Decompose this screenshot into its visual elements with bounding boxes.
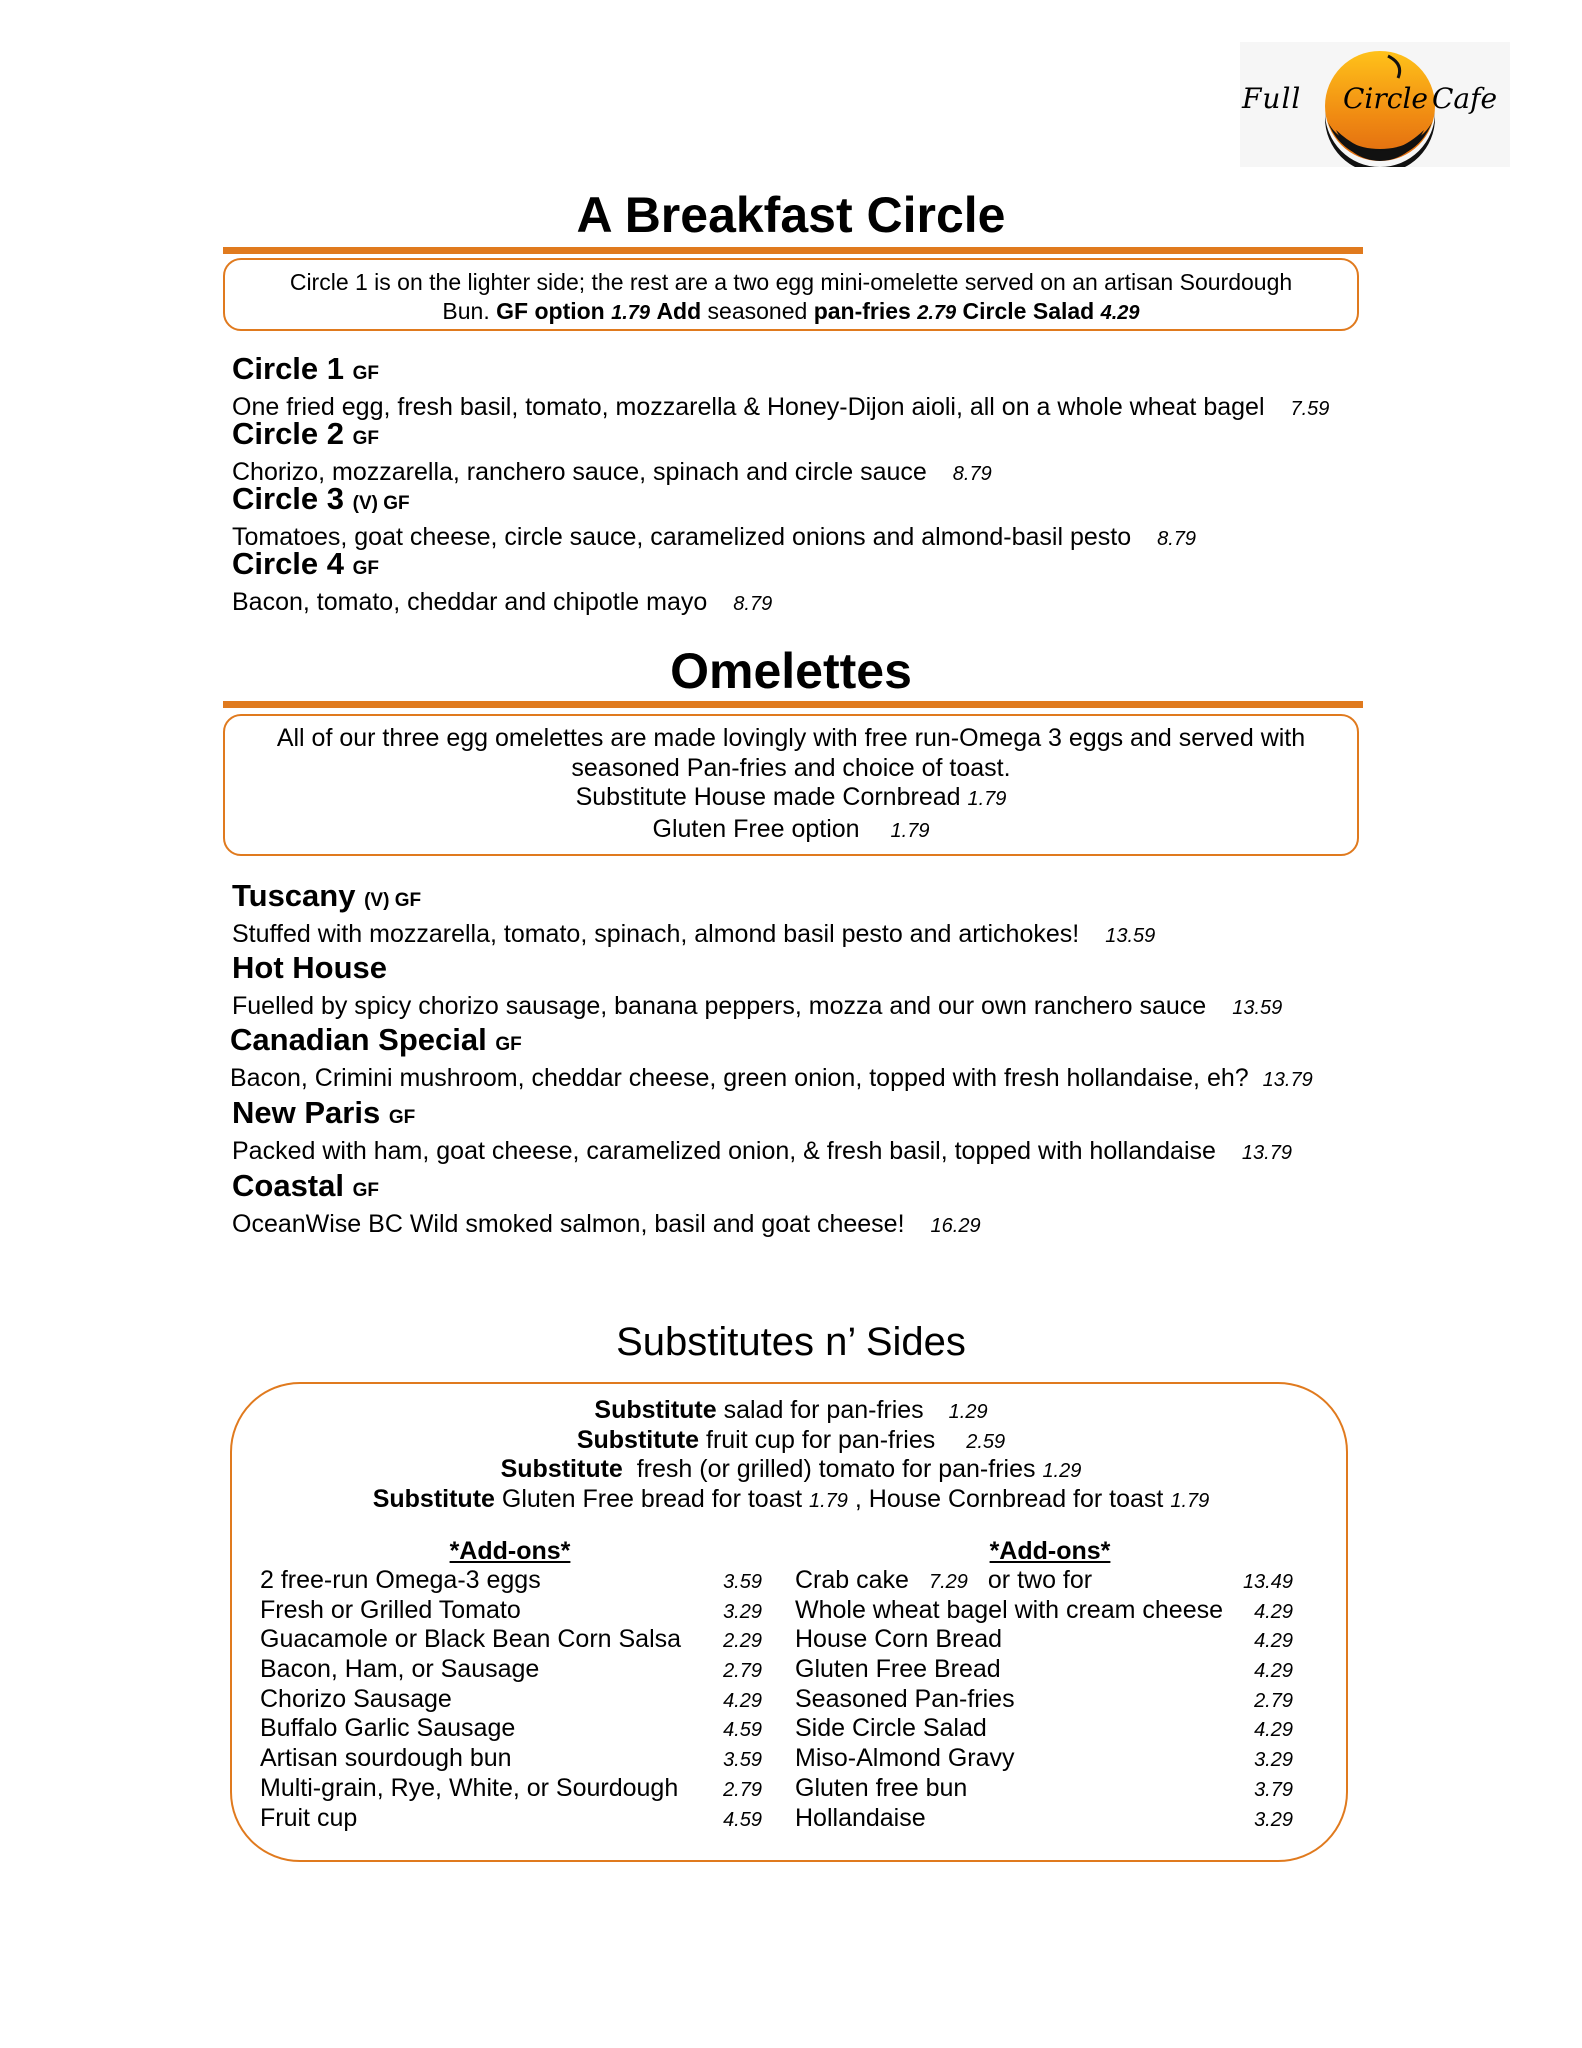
omelettes-intro-box xyxy=(223,714,1359,856)
addon-item: Miso-Almond Gravy 3.29 xyxy=(795,1744,1293,1773)
cafe-logo xyxy=(1240,42,1510,167)
addon-item: Fresh or Grilled Tomato 3.29 xyxy=(260,1595,762,1624)
substitute-line-1: Substitute salad for pan-fries 1.29 xyxy=(594,1396,988,1424)
addon-item: Whole wheat bagel with cream cheese 4.29 xyxy=(795,1595,1293,1624)
addon-item: Buffalo Garlic Sausage 4.59 xyxy=(260,1714,762,1743)
addons-right-list xyxy=(795,1566,1293,1833)
substitute-line-3: Substitute fresh (or grilled) tomato for pan-fries 1.29 xyxy=(500,1455,1082,1483)
addon-item-crab-cake: Crab cake 7.29 or two for 13.49 xyxy=(795,1566,1293,1594)
breakfast-intro-box xyxy=(223,258,1359,331)
addon-item: Gluten free bun 3.79 xyxy=(795,1773,1293,1802)
breakfast-intro-line2: Bun. GF option 1.79 Add seasoned pan-fries 2.79 Circle Salad 4.29 xyxy=(442,298,1140,324)
addon-item: Hollandaise 3.29 xyxy=(795,1803,1293,1832)
substitute-line-2: Substitute fruit cup for pan-fries 2.59 xyxy=(576,1426,1006,1454)
menu-item-new-paris: New Paris GF Packed with ham, goat cheese, caramelized onion, & fresh basil, topped with hollandaise 13.79 xyxy=(232,1095,1292,1165)
menu-item-circle-1: Circle 1 GF One fried egg, fresh basil, tomato, mozzarella & Honey-Dijon aioli, all on a whole wheat bagel 7.59 xyxy=(232,351,1330,421)
addon-item: Bacon, Ham, or Sausage 2.79 xyxy=(260,1655,762,1684)
omelettes-title: Omelettes xyxy=(670,643,912,699)
menu-item-circle-4: Circle 4 GF Bacon, tomato, cheddar and chipotle mayo 8.79 xyxy=(232,546,773,616)
omelettes-intro-line4: Gluten Free option 1.79 xyxy=(652,814,930,843)
addon-item: Side Circle Salad 4.29 xyxy=(795,1714,1293,1743)
logo-text-mid: Circle xyxy=(1343,82,1428,115)
addon-item: Seasoned Pan-fries 2.79 xyxy=(795,1684,1293,1713)
menu-item-canadian-special: Canadian Special GF Bacon, Crimini mushroom, cheddar cheese, green onion, topped with fresh hollandaise, eh? 13.79 xyxy=(230,1022,1313,1092)
substitute-line-4: Substitute Gluten Free bread for toast 1.79 , House Cornbread for toast 1.79 xyxy=(372,1485,1210,1513)
addons-heading-right: *Add-ons* xyxy=(989,1537,1111,1565)
menu-item-circle-3: Circle 3 (V) GF Tomatoes, goat cheese, circle sauce, caramelized onions and almond-basil pesto 8.79 xyxy=(232,481,1197,551)
menu-item-hot-house: Hot House Fuelled by spicy chorizo sausage, banana peppers, mozza and our own ranchero sauce 13.59 xyxy=(232,950,1283,1020)
breakfast-intro-line1: Circle 1 is on the lighter side; the rest are a two egg mini-omelette served on an artisan Sourdough xyxy=(289,269,1293,295)
addons-heading-left: *Add-ons* xyxy=(449,1537,571,1565)
addon-item: Fruit cup 4.59 xyxy=(260,1803,762,1832)
sides-title: Substitutes n’ Sides xyxy=(616,1320,966,1364)
menu-item-tuscany: Tuscany (V) GF Stuffed with mozzarella, tomato, spinach, almond basil pesto and artichokes! 13.59 xyxy=(232,878,1156,948)
menu-item-circle-2: Circle 2 GF Chorizo, mozzarella, ranchero sauce, spinach and circle sauce 8.79 xyxy=(232,416,992,486)
breakfast-rule xyxy=(223,247,1363,254)
addon-item: Multi-grain, Rye, White, or Sourdough 2.79 xyxy=(260,1773,762,1802)
logo-text-right: Cafe xyxy=(1432,82,1498,115)
addon-item: Chorizo Sausage 4.29 xyxy=(260,1684,762,1713)
omelettes-rule xyxy=(223,701,1363,708)
omelettes-intro-line2: seasoned Pan-fries and choice of toast. xyxy=(571,753,1011,782)
menu-item-coastal: Coastal GF OceanWise BC Wild smoked salmon, basil and goat cheese! 16.29 xyxy=(232,1168,981,1238)
logo-text-left: Full xyxy=(1242,82,1302,115)
addon-item: Guacamole or Black Bean Corn Salsa 2.29 xyxy=(260,1625,762,1654)
addon-item: Artisan sourdough bun 3.59 xyxy=(260,1744,762,1773)
addon-item: 2 free-run Omega-3 eggs 3.59 xyxy=(260,1566,762,1594)
addons-left-list xyxy=(260,1566,762,1833)
omelettes-intro-line1: All of our three egg omelettes are made lovingly with free run-Omega 3 eggs and served with xyxy=(276,724,1306,752)
omelettes-intro-line3: Substitute House made Cornbread 1.79 xyxy=(575,783,1007,811)
addon-item: House Corn Bread 4.29 xyxy=(795,1625,1293,1654)
breakfast-title: A Breakfast Circle xyxy=(576,187,1006,243)
addon-item: Gluten Free Bread 4.29 xyxy=(795,1655,1293,1684)
